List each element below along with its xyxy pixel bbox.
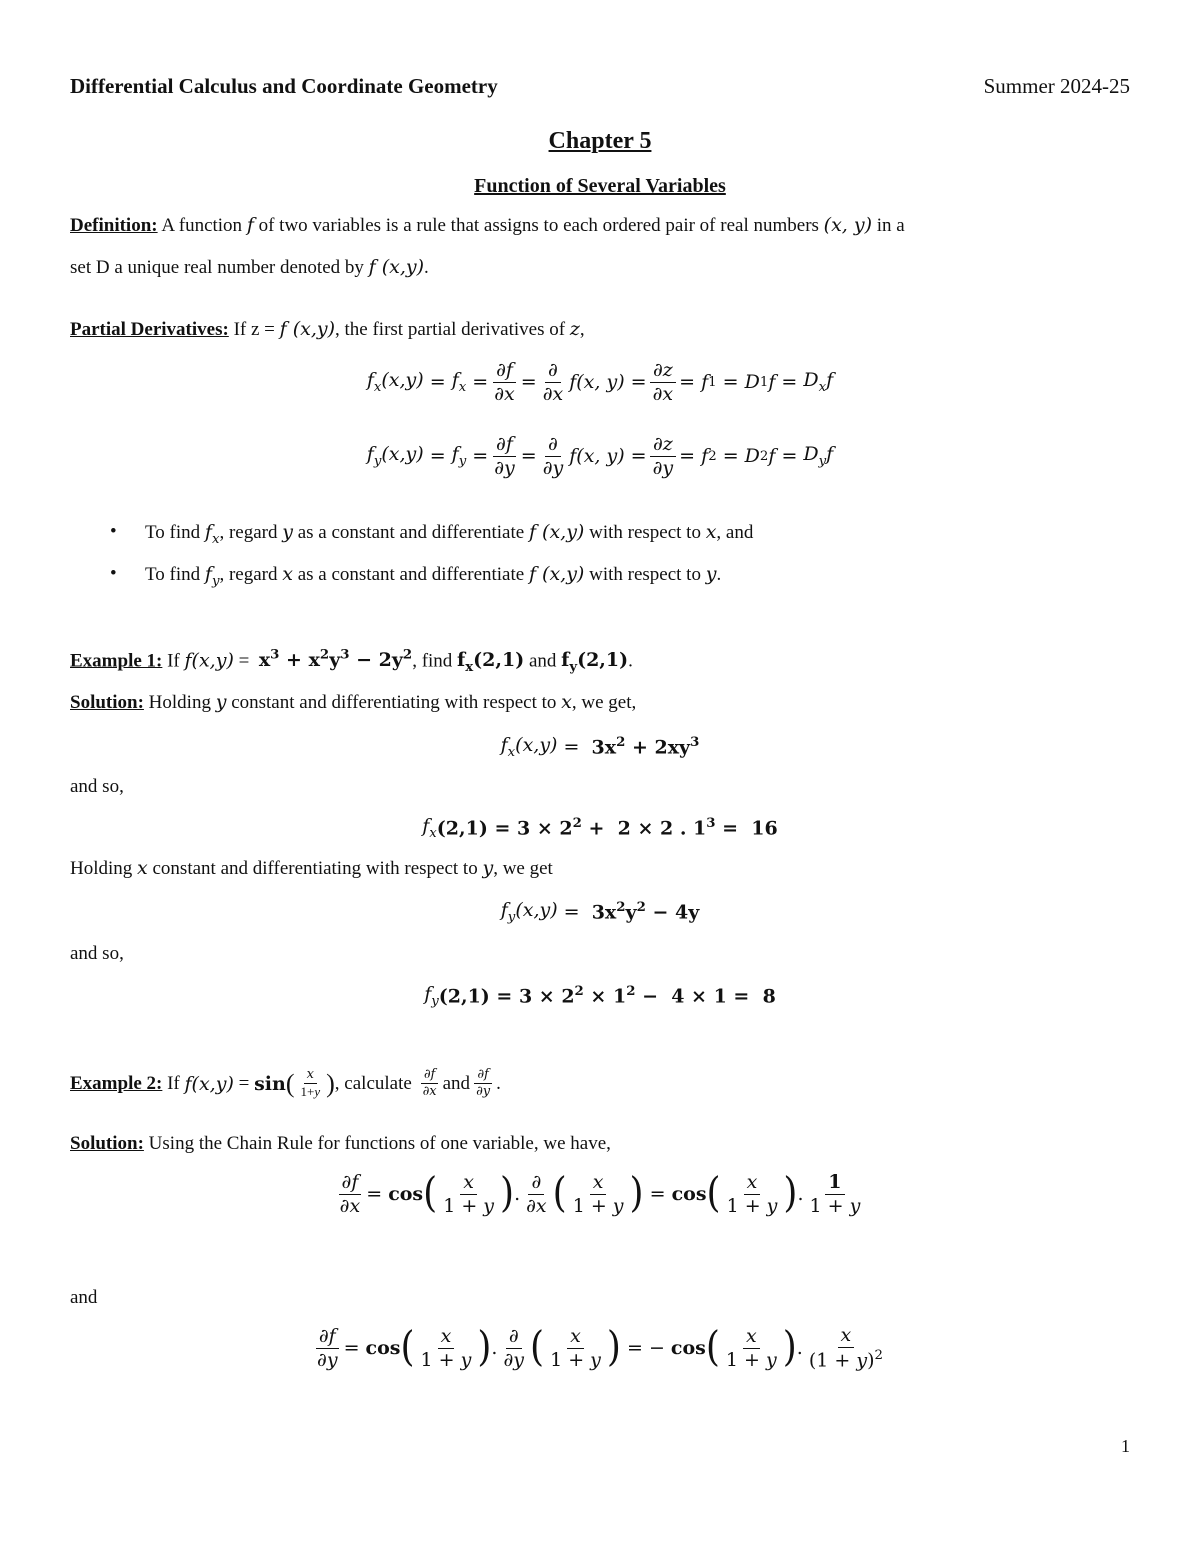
bullet-fx: • To find $f_x$, regard y as a constant and differentiate f (x,y) with respect to x, and xyxy=(115,521,753,547)
equation-ex2-dfdy: $\frac{\partial f}{\partial y}$ = cos ( $\frac{x}{1 + y}$ ) . $\frac{\partial}{\partial y}$ ( $\frac{x}{1 + y}$ ) = − cos ( $\frac{x}{1 + y}$ ) . $\frac{x}{(1 + y)^2}$ xyxy=(317,1323,883,1372)
equation-ex1-fx: $f_x(x,y)$ = $3x^2 + 2xy^3$ xyxy=(500,734,700,760)
equation-ex1-fy-value: $f_y$ $(2,1) = 3 \times 2^2 \times 1^2 - 4 \times 1 = 8$ xyxy=(424,983,776,1009)
example1-label: Example 1: xyxy=(70,650,163,672)
and-so-1: and so, xyxy=(70,776,124,797)
and-so-2: and so, xyxy=(70,943,124,964)
definition-text-2: of two variables is a rule that assigns to each ordered pair of real numbers xyxy=(258,215,819,236)
definition-line-1: Definition: A function f of two variables is a rule that assigns to each ordered pair of real numbers (x, y) in a xyxy=(70,214,905,236)
equation-ex1-fx-value: $f_x$ $(2,1) = 3 \times 2^2 + 2 \times 2$ . $1^3 = 16$ xyxy=(422,815,778,841)
definition-line-2: set D a unique real number denoted by f (x,y). xyxy=(70,256,429,278)
equation-fy: $f_y(x,y)$ = $f_y$ = $\frac{\partial f}{\partial y}$ = $\frac{\partial}{\partial y}$ f(x, y) = $\frac{\partial z}{\partial y}$ = f 2 = D 2 f = $D_yf$ xyxy=(366,433,834,479)
bullet-fy: • To find $f_y$, regard x as a constant and differentiate f (x,y) with respect to y. xyxy=(115,563,721,589)
section-title: Function of Several Variables xyxy=(474,175,726,197)
solution-label-1: Solution: xyxy=(70,692,144,713)
page-number: 1 xyxy=(1121,1436,1130,1456)
equation-ex2-dfdx: $\frac{\partial f}{\partial x}$ = cos ( $\frac{x}{1 + y}$ ) . $\frac{\partial}{\partial x}$ ( $\frac{x}{1 + y}$ ) = cos ( $\frac{x}{1 + y}$ ) . $\frac{1}{1 + y}$ xyxy=(339,1170,861,1218)
example2-line: Example 2: If f(x,y) = sin ( $\frac{x}{1+y}$ ) , calculate $\frac{\partial f}{\partial x}$ and $\frac{\partial f}{\partial y}$ . xyxy=(70,1067,501,1100)
partial-text-1: If z = xyxy=(233,319,275,340)
definition-label: Definition: xyxy=(70,215,158,236)
example1-solution: Solution: Holding y constant and differentiating with respect to x, we get, xyxy=(70,691,637,713)
partial-line: Partial Derivatives: If z = f (x,y), the first partial derivatives of z, xyxy=(70,318,585,340)
example1-line: Example 1: If $f(x,y) = x^3 + x^2y^3 - 2y^2$, find $f_x(2,1)$ and $f_y(2,1)$. xyxy=(70,648,633,676)
header-term: Summer 2024-25 xyxy=(983,74,1130,98)
solution-label-2: Solution: xyxy=(70,1133,144,1154)
chapter-title: Chapter 5 xyxy=(548,128,652,154)
definition-text-4: set D a unique real number denoted by xyxy=(70,257,364,278)
partial-text-2: , the first partial derivatives of xyxy=(335,319,566,340)
holding-x-line: Holding x constant and differentiating with respect to y, we get xyxy=(70,857,553,879)
example2-and: and xyxy=(70,1287,98,1308)
equation-fx: $f_x(x,y)$ = $f_x$ = $\frac{\partial f}{\partial x}$ = $\frac{\partial}{\partial x}$ f(x, y) = $\frac{\partial z}{\partial x}$ = f 1 = D 1 f = $D_xf$ xyxy=(366,359,834,405)
header-course: Differential Calculus and Coordinate Geometry xyxy=(70,74,498,98)
definition-text-1: A function xyxy=(161,215,243,236)
definition-text-3: in a xyxy=(876,215,905,236)
example2-solution: Solution: Using the Chain Rule for functions of one variable, we have, xyxy=(70,1133,611,1154)
example2-label: Example 2: xyxy=(70,1072,163,1094)
partial-label: Partial Derivatives: xyxy=(70,319,229,340)
equation-ex1-fy: $f_y(x,y)$ = $3x^2y^2 - 4y$ xyxy=(500,899,700,925)
